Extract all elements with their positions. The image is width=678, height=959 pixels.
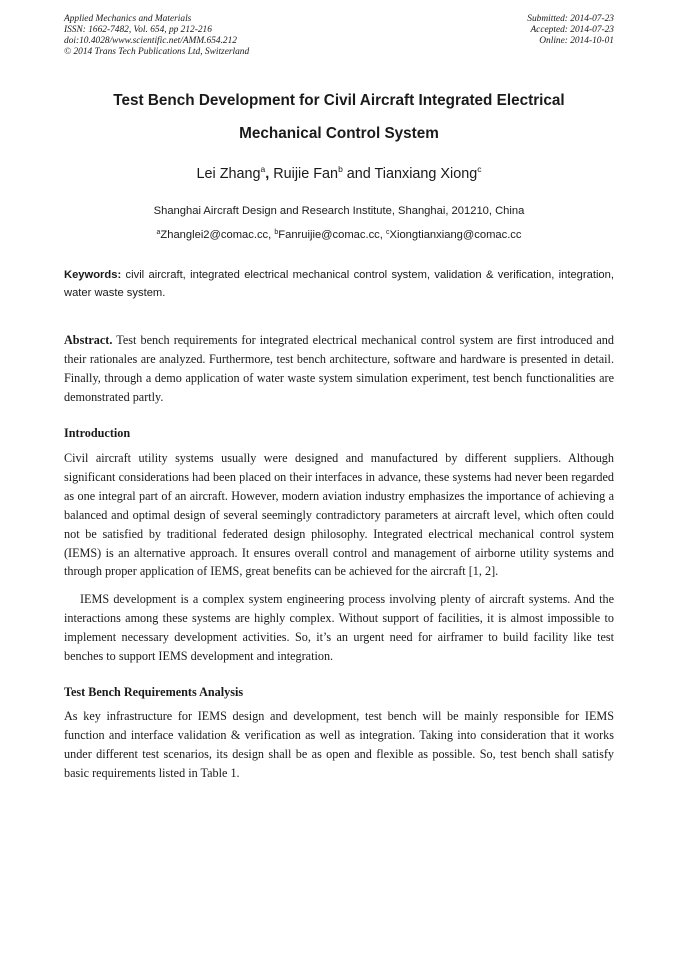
affiliation: Shanghai Aircraft Design and Research Institute, Shanghai, 201210, China [153,205,525,217]
paper-title-line-1: Test Bench Development for Civil Aircraft Integrated Electrical [113,92,565,109]
journal-issn: ISSN: 1662-7482, Vol. 654, pp 212-216 [64,25,212,35]
email-address: Fanruijie@comac.cc, [278,229,386,241]
author-name: Lei Zhang [196,166,261,182]
author-emails [40,228,638,242]
author-affil-mark: c [477,164,482,174]
keywords [64,266,614,302]
intro-paragraph-2: IEMS development is a complex system engineering process involving plenty of aircraft systems. And the interactions among these systems are highly complex. Without support of facilities, it is almost impossible to implement necessary development activities. So, it’s an urgent need for airframer to build facility like test benches to support IEMS development and integration. [64,592,614,663]
keywords-label: Keywords: [64,269,122,281]
journal-doi: doi:10.4028/www.scientific.net/AMM.654.212 [64,36,237,46]
section-heading-requirements: Test Bench Requirements Analysis [64,685,244,699]
author-name: Ruijie Fan [269,166,339,182]
journal-copyright: © 2014 Trans Tech Publications Ltd, Switzerland [64,47,250,57]
abstract-label: Abstract. [64,333,113,347]
email-address: Xiongtianxiang@comac.cc [389,229,522,241]
intro-paragraph-1: Civil aircraft utility systems usually were designed and manufactured by different suppliers. Although significant considerations had been placed on their interfaces in advance, these systems had never been regarded as one integral part of an aircraft. However, modern aviation industry emphasizes the importance of achieving a balanced and optimal design of several seemingly contradictory parameters at aircraft level, which often could not be satisfied by traditional federated design philosophy. Integrated electrical mechanical control system (IEMS) is an alternative approach. It ensures overall control and management of airborne utility systems and through proper application of IEMS, great benefits can be achieved for the aircraft [1, 2]. [64,451,614,579]
accepted-date: Accepted: 2014-07-23 [530,25,614,35]
author-separator: , [265,166,270,182]
section-heading-introduction: Introduction [64,426,131,440]
online-date: Online: 2014-10-01 [539,36,614,46]
abstract-text: Test bench requirements for integrated electrical mechanical control system are first introduced and their rationales are analyzed. Furthermore, test bench architecture, software and hardware is presented in detail. Finally, through a demo application of water waste system simulation experiment, test bench functionalities are demonstrated partly. [64,333,614,404]
email-mark: c [386,229,390,236]
author-affil-mark: b [338,164,343,174]
requirements-paragraph-1: As key infrastructure for IEMS design and development, test bench will be mainly responsible for IEMS function and interface validation & verification as well as integration. Taking into consideration that it works under different test scenarios, its design shall be as open and flexible as possible. So, test bench shall satisfy basic requirements listed in Table 1. [64,709,614,780]
email-mark: a [156,229,161,236]
author-name: and Tianxiang Xiong [342,166,478,182]
journal-info [64,14,249,58]
author-affil-mark: a [260,164,266,174]
journal-name: Applied Mechanics and Materials [64,14,192,24]
author-list [40,165,638,183]
abstract [64,331,614,407]
keywords-text: civil aircraft, integrated electrical mechanical control system, validation & verification, integration, water waste system. [64,269,614,299]
paper-title-line-2: Mechanical Control System [239,125,439,142]
submitted-date: Submitted: 2014-07-23 [527,14,614,24]
email-address: Zhanglei2@comac.cc, [160,229,275,241]
email-mark: b [274,229,279,236]
publication-dates [527,14,614,47]
